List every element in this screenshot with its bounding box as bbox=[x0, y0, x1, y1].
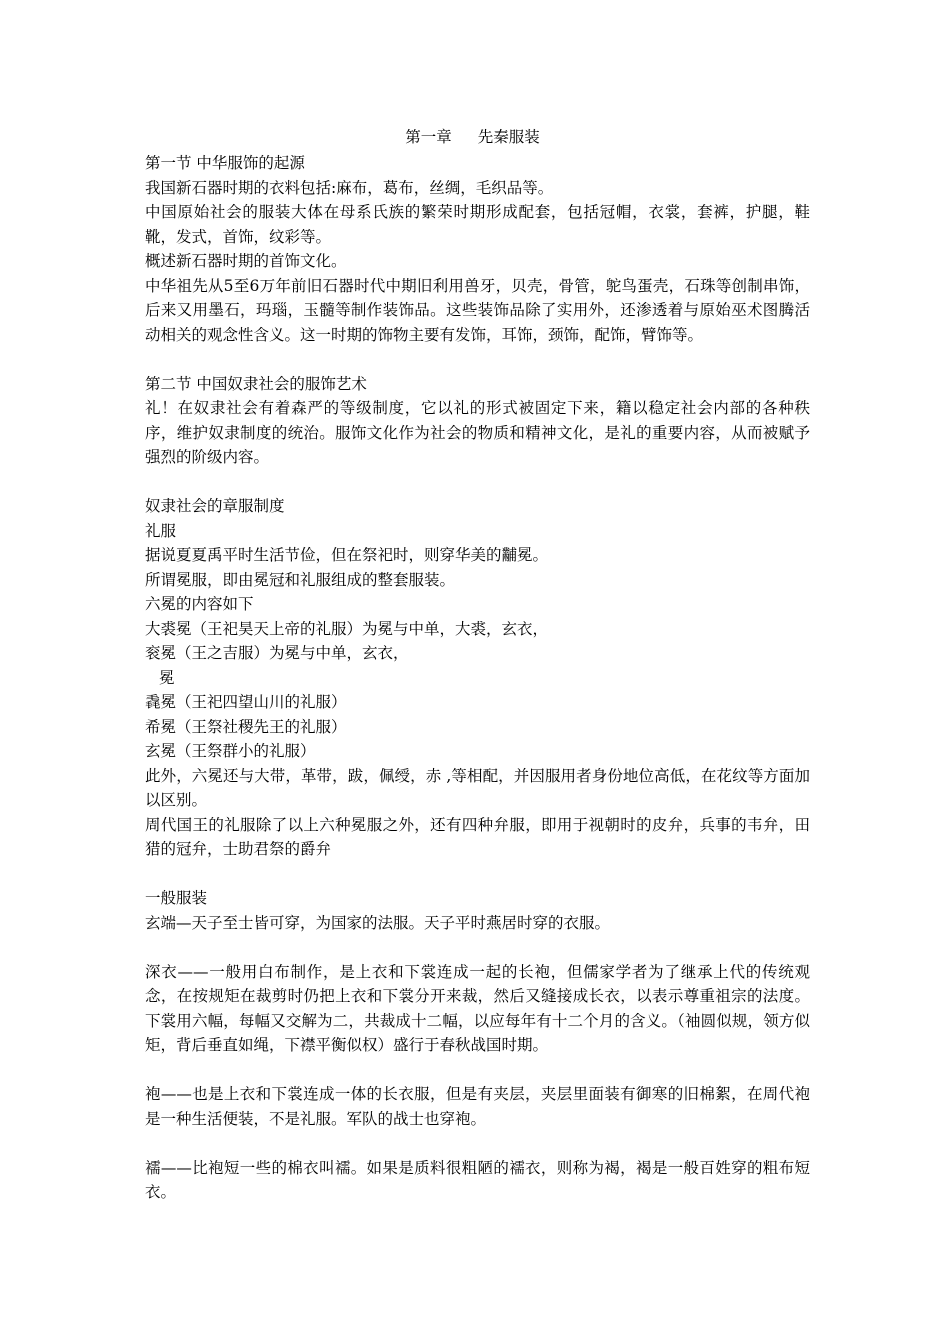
paragraph: 袍——也是上衣和下裳连成一体的长衣服，但是有夹层，夹层里面装有御寒的旧棉絮，在周代袍是一种生活便装，不是礼服。军队的战士也穿袍。 bbox=[145, 1085, 810, 1128]
paragraph: 概述新石器时期的首饰文化。 bbox=[145, 252, 347, 270]
blank-line bbox=[145, 1131, 810, 1156]
chapter-title bbox=[135, 124, 810, 151]
paragraph: 六冕的内容如下 bbox=[145, 595, 254, 613]
blank-line bbox=[145, 470, 810, 495]
paragraph: 周代国王的礼服除了以上六种冕服之外，还有四种弁服，即用于视朝时的皮弁，兵事的韦弁，田猎的冠弁，士助君祭的爵弁 bbox=[145, 815, 810, 858]
chapter-number: 第一章 bbox=[405, 128, 452, 146]
list-item: 大裘冕（王祀昊天上帝的礼服）为冕与中单，大裘，玄衣， bbox=[145, 619, 549, 638]
blank-line bbox=[145, 1058, 810, 1083]
list-item: 毳冕（王祀四望山川的礼服） bbox=[145, 693, 347, 711]
subsection-heading: 一般服装 bbox=[145, 889, 208, 907]
chapter-name: 先秦服装 bbox=[477, 128, 540, 146]
list-item: 冕 bbox=[159, 668, 175, 687]
subsection-heading: 礼服 bbox=[145, 521, 177, 540]
paragraph: 所谓冕服，即由冕冠和礼服组成的整套服装。 bbox=[145, 570, 456, 589]
list-item: 衮冕（王之吉服）为冕与中单，玄衣， bbox=[145, 644, 409, 662]
list-item: 希冕（王祭社稷先王的礼服） bbox=[145, 717, 347, 736]
paragraph: 中华祖先从5至6万年前旧石器时代中期旧利用兽牙，贝壳，骨管，鸵鸟蛋壳，石珠等创制串饰，后来又用墨石，玛瑙，玉髓等制作装饰品。这些装饰品除了实用外，还渗透着与原始巫术图腾活动相关的观念性含义。这一时期的饰物主要有发饰，耳饰，颈饰，配饰，臂饰等。 bbox=[145, 276, 810, 344]
blank-line bbox=[145, 935, 810, 960]
blank-line bbox=[145, 347, 810, 372]
list-item: 玄冕（王祭群小的礼服） bbox=[145, 742, 316, 760]
paragraph: 深衣——一般用白布制作，是上衣和下裳连成一起的长袍，但儒家学者为了继承上代的传统观念，在按规矩在裁剪时仍把上衣和下裳分开来裁，然后又缝接成长衣，以表示尊重祖宗的法度。下裳用六幅，每幅又交解为二，共裁成十二幅，以应每年有十二个月的含义。（袖圆似规，领方似矩，背后垂直如绳，下襟平衡似权）盛行于春秋战国时期。 bbox=[145, 962, 810, 1054]
paragraph: 此外，六冕还与大带，革带，跋，佩绶，赤 ,等相配，并因服用者身份地位高低，在花纹等方面加以区别。 bbox=[145, 766, 810, 809]
paragraph: 我国新石器时期的衣料包括:麻布，葛布，丝绸，毛织品等。 bbox=[145, 178, 554, 197]
section-1-heading: 第一节 中华服饰的起源 bbox=[145, 154, 305, 172]
paragraph: 玄端—天子至士皆可穿，为国家的法服。天子平时燕居时穿的衣服。 bbox=[145, 913, 611, 932]
subsection-heading: 奴隶社会的章服制度 bbox=[145, 497, 285, 515]
document-body bbox=[145, 124, 810, 1205]
section-2-heading: 第二节 中国奴隶社会的服饰艺术 bbox=[145, 374, 367, 393]
paragraph: 襦——比袍短一些的棉衣叫襦。如果是质料很粗陋的襦衣，则称为褐，褐是一般百姓穿的粗布短衣。 bbox=[145, 1158, 810, 1201]
paragraph: 礼！在奴隶社会有着森严的等级制度，它以礼的形式被固定下来，籍以稳定社会内部的各种秩序，维护奴隶制度的统治。服饰文化作为社会的物质和精神文化，是礼的重要内容，从而被赋予强烈的阶级内容。 bbox=[145, 399, 810, 466]
paragraph: 中国原始社会的服装大体在母系氏族的繁荣时期形成配套，包括冠帽，衣裳，套裤，护腿，鞋靴，发式，首饰，纹彩等。 bbox=[145, 203, 810, 246]
paragraph: 据说夏夏禹平时生活节俭，但在祭祀时，则穿华美的黼冕。 bbox=[145, 546, 549, 564]
blank-line bbox=[145, 862, 810, 887]
